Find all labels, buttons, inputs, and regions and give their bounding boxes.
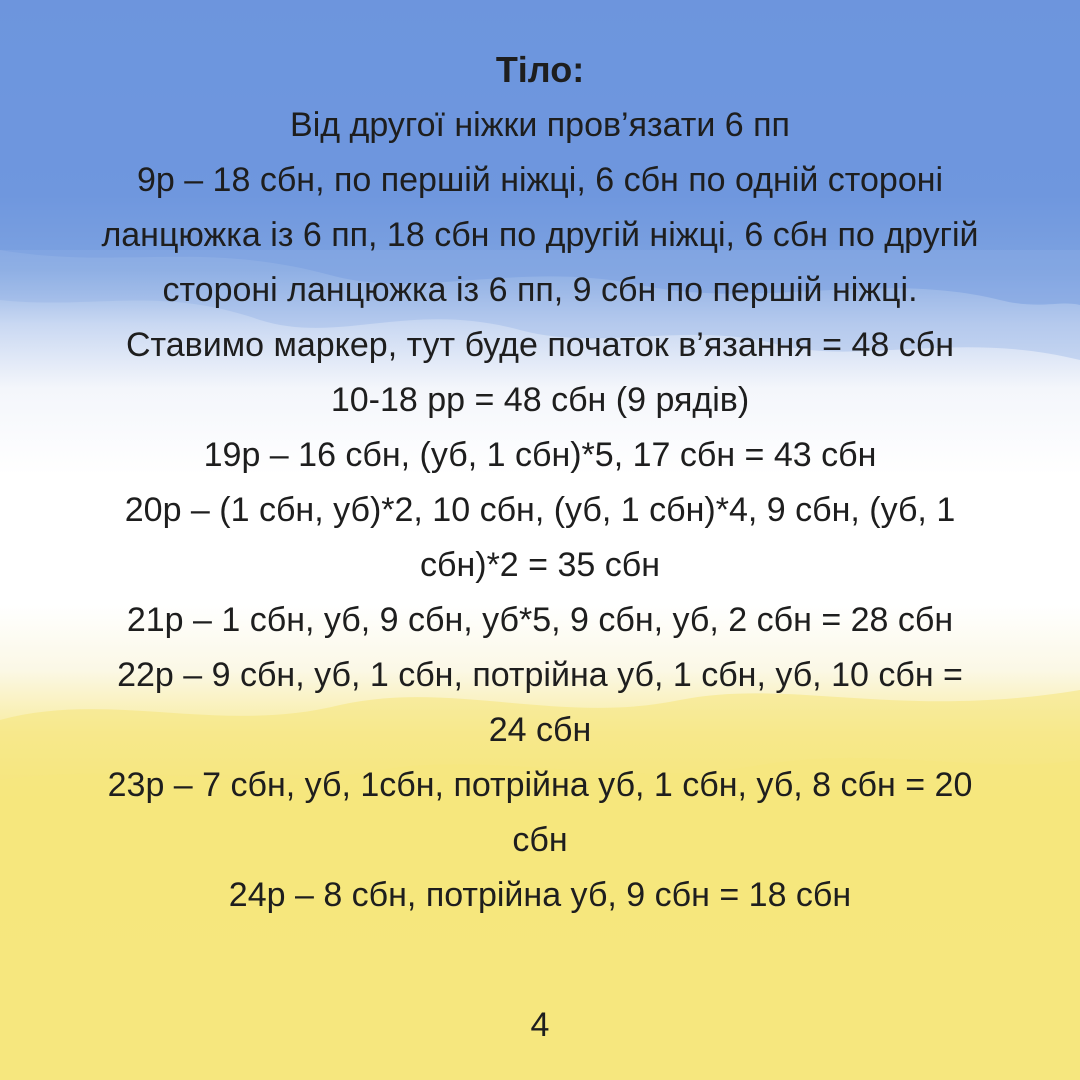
pattern-line: сбн)*2 = 35 сбн: [420, 546, 660, 584]
pattern-line: 19р – 16 сбн, (уб, 1 сбн)*5, 17 сбн = 43 сбн: [203, 436, 877, 474]
pattern-line: 24р – 8 сбн, потрійна уб, 9 сбн = 18 сбн: [228, 876, 852, 914]
pattern-line: 22р – 9 сбн, уб, 1 сбн, потрійна уб, 1 сбн, уб, 10 сбн =: [117, 656, 963, 694]
page-number: 4: [530, 1006, 550, 1044]
pattern-line: 23р – 7 сбн, уб, 1сбн, потрійна уб, 1 сбн, уб, 8 сбн = 20: [107, 766, 973, 804]
pattern-text-block: [0, 42, 1080, 923]
pattern-line: 9р – 18 сбн, по першій ніжці, 6 сбн по одній стороні: [136, 161, 944, 199]
pattern-line: 10-18 рр = 48 сбн (9 рядів): [330, 381, 750, 419]
pattern-line: 24 сбн: [488, 711, 592, 749]
pattern-line: ланцюжка із 6 пп, 18 сбн по другій ніжці, 6 сбн по другій: [101, 216, 979, 254]
pattern-line: 21р – 1 сбн, уб, 9 сбн, уб*5, 9 сбн, уб, 2 сбн = 28 сбн: [126, 601, 954, 639]
pattern-line: 20р – (1 сбн, уб)*2, 10 сбн, (уб, 1 сбн)*4, 9 сбн, (уб, 1: [124, 491, 956, 529]
section-title: Тіло:: [495, 49, 585, 90]
pattern-line: стороні ланцюжка із 6 пп, 9 сбн по першій ніжці.: [162, 271, 918, 309]
pattern-line: Від другої ніжки пров’язати 6 пп: [290, 106, 790, 144]
pattern-line: сбн: [512, 821, 568, 859]
pattern-line: Ставимо маркер, тут буде початок в’язання = 48 сбн: [126, 326, 954, 364]
